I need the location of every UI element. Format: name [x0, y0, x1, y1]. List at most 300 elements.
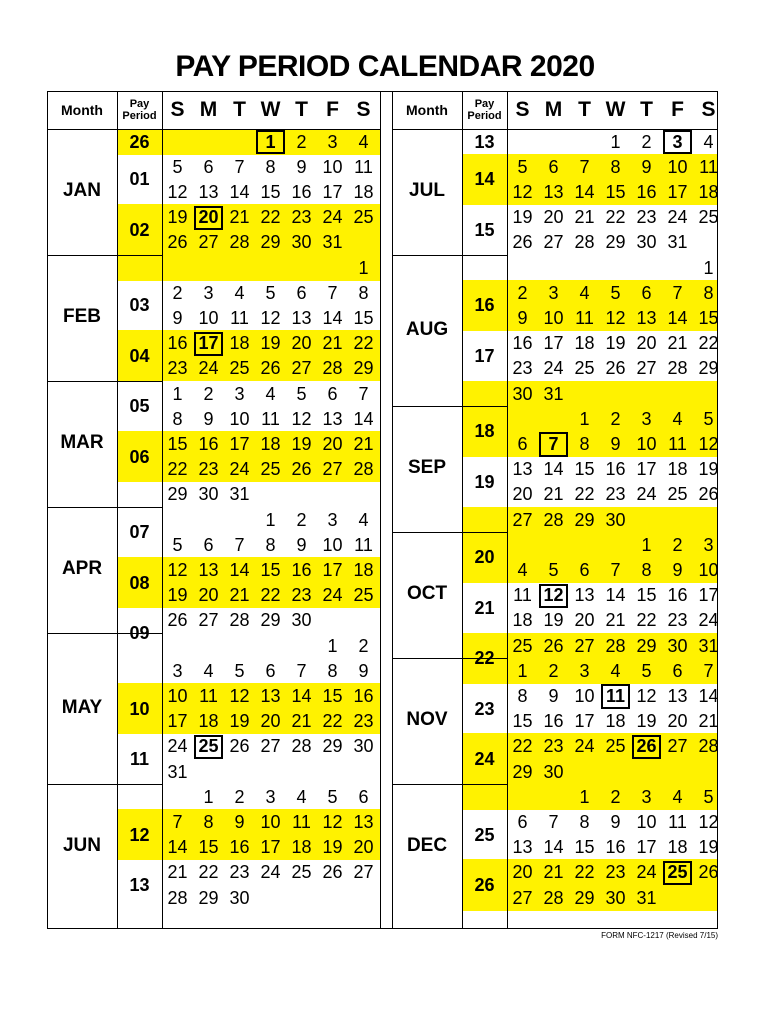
day-number: 13 [198, 181, 219, 202]
day-number: 29 [260, 610, 281, 631]
day-number: 17 [167, 711, 188, 732]
day-number: 10 [667, 156, 688, 177]
day-number: 17 [260, 837, 281, 858]
day-number: 8 [203, 811, 214, 832]
header-rule [47, 129, 380, 130]
day-number: 25 [229, 358, 250, 379]
day-number: 8 [641, 559, 652, 580]
day-number: 10 [636, 811, 657, 832]
day-number: 7 [703, 660, 714, 681]
day-number: 20 [543, 207, 564, 228]
day-number: 15 [322, 685, 343, 706]
month-label: MAR [60, 432, 104, 453]
day-number: 25 [574, 358, 595, 379]
day-number: 18 [667, 459, 688, 480]
day-number: 26 [229, 736, 250, 757]
day-number: 20 [512, 484, 533, 505]
day-number: 3 [641, 786, 652, 807]
day-number: 12 [322, 811, 343, 832]
day-number: 17 [574, 711, 595, 732]
day-number: 18 [605, 711, 626, 732]
column-rule [162, 91, 163, 929]
day-number: 14 [667, 307, 688, 328]
day-number: 21 [167, 862, 188, 883]
day-number: 27 [260, 736, 281, 757]
header-day: S [701, 98, 716, 121]
pay-period-number: 16 [474, 295, 495, 316]
day-number: 18 [198, 711, 219, 732]
day-number: 8 [703, 282, 714, 303]
header-pay-period [117, 91, 162, 129]
day-number: 30 [636, 232, 657, 253]
day-number: 28 [698, 736, 719, 757]
month-label: FEB [63, 306, 101, 327]
day-number: 16 [291, 181, 312, 202]
day-number: 8 [610, 156, 621, 177]
day-number: 15 [167, 433, 188, 454]
pay-period-number: 19 [474, 471, 495, 492]
month-label: OCT [406, 583, 448, 605]
day-number: 2 [641, 131, 652, 152]
day-number: 5 [172, 534, 183, 555]
day-number: 29 [167, 484, 188, 505]
header-day: T [295, 98, 308, 121]
header-month: Month [61, 102, 103, 118]
day-number: 17 [322, 181, 343, 202]
highlight-band [117, 255, 380, 281]
day-number: 18 [574, 333, 595, 354]
day-number: 3 [641, 408, 652, 429]
day-number: 2 [172, 282, 183, 303]
header-pay-period [462, 91, 507, 129]
day-number: 22 [260, 207, 281, 228]
header-day: M [199, 98, 218, 121]
header-day: S [515, 98, 530, 121]
day-number: 22 [636, 610, 657, 631]
day-number: 10 [229, 408, 250, 429]
calendar-half-jan-jun [47, 91, 380, 929]
day-number: 10 [322, 534, 343, 555]
header-day: S [170, 98, 185, 121]
day-number: 16 [291, 559, 312, 580]
pay-period-number: 11 [129, 749, 150, 769]
day-number: 16 [167, 333, 188, 354]
header-day: T [640, 98, 653, 121]
day-number: 24 [636, 484, 657, 505]
day-number: 4 [265, 383, 276, 404]
day-number: 23 [512, 358, 533, 379]
day-number: 16 [667, 585, 688, 606]
payday-box [194, 332, 223, 356]
day-number: 16 [543, 711, 564, 732]
day-number: 11 [261, 408, 280, 429]
day-number: 9 [234, 811, 245, 832]
pay-period-number: 18 [474, 421, 495, 442]
day-number: 17 [322, 559, 343, 580]
pay-period-number: 03 [129, 295, 150, 316]
day-number: 27 [667, 736, 688, 757]
day-number: 9 [172, 307, 183, 328]
day-number: 26 [698, 862, 719, 883]
day-number: 31 [667, 232, 688, 253]
day-number: 1 [579, 786, 590, 807]
day-number: 25 [260, 459, 281, 480]
day-number: 19 [698, 459, 719, 480]
day-number-boxed: 17 [198, 333, 219, 354]
day-number: 6 [296, 282, 307, 303]
day-number: 10 [322, 156, 343, 177]
day-number: 13 [353, 811, 374, 832]
day-number: 24 [198, 358, 219, 379]
day-number: 18 [260, 433, 281, 454]
day-number: 21 [322, 333, 343, 354]
day-number: 21 [698, 711, 719, 732]
day-number: 31 [322, 232, 343, 253]
day-number: 23 [605, 862, 626, 883]
day-number: 17 [636, 837, 657, 858]
day-number: 3 [579, 660, 590, 681]
pay-period-number: 22 [474, 648, 495, 669]
day-number: 9 [672, 559, 683, 580]
day-number: 29 [605, 232, 626, 253]
day-number: 26 [698, 484, 719, 505]
day-number: 28 [605, 635, 626, 656]
day-number: 9 [548, 685, 559, 706]
header-day: W [605, 98, 626, 121]
day-number: 18 [698, 181, 719, 202]
day-number: 26 [260, 358, 281, 379]
month-separator [47, 633, 162, 634]
day-number: 21 [229, 585, 250, 606]
day-number: 24 [322, 207, 343, 228]
day-number: 29 [574, 509, 595, 530]
day-number: 28 [291, 736, 312, 757]
day-number: 24 [322, 585, 343, 606]
day-number: 8 [265, 156, 276, 177]
day-number: 23 [543, 736, 564, 757]
day-number: 9 [203, 408, 214, 429]
pay-period-number: 24 [474, 749, 495, 769]
day-number: 1 [517, 660, 528, 681]
month-label: MAY [61, 696, 103, 718]
day-number: 29 [322, 736, 343, 757]
day-number: 3 [265, 786, 276, 807]
day-number: 14 [543, 837, 564, 858]
day-number: 11 [354, 156, 373, 177]
day-number: 27 [322, 459, 343, 480]
day-number-boxed: 1 [265, 131, 276, 152]
month-label: JAN [62, 180, 101, 201]
day-number: 30 [667, 635, 688, 656]
day-number: 11 [513, 585, 532, 606]
day-number: 10 [167, 685, 188, 706]
day-number: 23 [636, 207, 657, 228]
day-number-boxed: 3 [672, 131, 683, 152]
day-number: 21 [291, 711, 312, 732]
day-number: 26 [512, 232, 533, 253]
pay-period-number: 08 [129, 572, 150, 593]
day-number: 29 [260, 232, 281, 253]
day-number: 16 [605, 837, 626, 858]
header-day: F [671, 98, 684, 121]
day-number: 5 [327, 786, 338, 807]
header-day: S [356, 98, 371, 121]
day-number: 12 [167, 181, 188, 202]
day-number: 23 [229, 862, 250, 883]
month-separator [392, 406, 507, 407]
day-number: 4 [203, 660, 214, 681]
day-number: 10 [260, 811, 281, 832]
day-number: 16 [512, 333, 533, 354]
day-number: 15 [260, 559, 281, 580]
month-separator [47, 255, 162, 256]
day-number: 26 [167, 232, 188, 253]
month-separator [47, 507, 162, 508]
day-number: 6 [548, 156, 559, 177]
day-number: 2 [610, 786, 621, 807]
column-rule [117, 91, 118, 929]
day-number: 13 [543, 181, 564, 202]
day-number: 3 [203, 282, 214, 303]
day-number: 27 [198, 232, 219, 253]
header-month: Month [406, 102, 448, 118]
payday-box [539, 584, 568, 608]
day-number: 31 [636, 887, 657, 908]
day-number: 22 [167, 459, 188, 480]
day-number: 24 [667, 207, 688, 228]
month-separator [392, 784, 507, 785]
day-number: 10 [198, 307, 219, 328]
month-label: SEP [407, 457, 447, 479]
day-number: 10 [636, 433, 657, 454]
day-number: 6 [203, 156, 214, 177]
header-day: F [326, 98, 339, 121]
day-number: 14 [605, 585, 626, 606]
day-number: 1 [610, 131, 621, 152]
day-number: 1 [265, 509, 276, 530]
day-number: 15 [198, 837, 219, 858]
day-number: 15 [512, 711, 533, 732]
day-number: 18 [353, 559, 374, 580]
day-number: 2 [296, 509, 307, 530]
day-number-boxed: 25 [667, 862, 688, 883]
day-number: 13 [512, 837, 533, 858]
day-number: 23 [605, 484, 626, 505]
day-number: 30 [291, 232, 312, 253]
pay-period-number: 01 [129, 169, 150, 190]
column-rule [47, 91, 48, 929]
payday-box [256, 130, 285, 154]
day-number: 12 [605, 307, 626, 328]
day-number: 21 [574, 207, 595, 228]
day-number: 4 [517, 559, 528, 580]
payday-box [194, 206, 223, 230]
day-number: 4 [358, 131, 369, 152]
day-number: 8 [579, 433, 590, 454]
day-number: 6 [358, 786, 369, 807]
pay-period-number: 10 [129, 698, 150, 719]
day-number: 21 [229, 207, 250, 228]
pay-period-number: 04 [129, 345, 150, 366]
pay-period-number: 02 [129, 219, 150, 240]
day-number: 15 [260, 181, 281, 202]
day-number: 23 [291, 207, 312, 228]
day-number: 6 [203, 534, 214, 555]
pay-period-calendar [47, 91, 718, 929]
column-rule [380, 91, 381, 929]
day-number: 9 [358, 660, 369, 681]
day-number: 4 [672, 786, 683, 807]
day-number: 31 [229, 484, 250, 505]
day-number: 3 [327, 131, 338, 152]
day-number: 3 [172, 660, 183, 681]
month-separator [392, 658, 507, 659]
day-number: 2 [203, 383, 214, 404]
column-rule [392, 91, 393, 929]
day-number: 22 [260, 585, 281, 606]
day-number: 20 [667, 711, 688, 732]
day-number: 14 [698, 685, 719, 706]
day-number: 24 [574, 736, 595, 757]
day-number: 20 [198, 585, 219, 606]
day-number: 19 [512, 207, 533, 228]
day-number: 23 [167, 358, 188, 379]
day-number: 19 [605, 333, 626, 354]
day-number: 9 [610, 811, 621, 832]
day-number: 7 [234, 156, 245, 177]
day-number: 12 [260, 307, 281, 328]
day-number: 20 [636, 333, 657, 354]
day-number: 1 [172, 383, 183, 404]
day-number-boxed: 7 [548, 433, 559, 454]
day-number: 30 [512, 383, 533, 404]
day-number: 6 [265, 660, 276, 681]
day-number: 27 [512, 887, 533, 908]
day-number: 21 [667, 333, 688, 354]
day-number: 30 [353, 736, 374, 757]
day-number-boxed: 25 [198, 736, 219, 757]
day-number: 29 [574, 887, 595, 908]
day-number: 5 [517, 156, 528, 177]
pay-period-number: 07 [129, 522, 150, 543]
day-number: 19 [698, 837, 719, 858]
day-number: 2 [517, 282, 528, 303]
day-number: 22 [198, 862, 219, 883]
day-number: 19 [543, 610, 564, 631]
day-number: 27 [636, 358, 657, 379]
day-number: 25 [698, 207, 719, 228]
day-number: 18 [512, 610, 533, 631]
day-number: 6 [579, 559, 590, 580]
day-number: 5 [296, 383, 307, 404]
day-number: 2 [296, 131, 307, 152]
day-number: 13 [291, 307, 312, 328]
day-number: 25 [605, 736, 626, 757]
day-number: 15 [605, 181, 626, 202]
day-number: 21 [543, 862, 564, 883]
day-number: 17 [636, 459, 657, 480]
day-number: 21 [543, 484, 564, 505]
day-number: 5 [172, 156, 183, 177]
day-number: 24 [167, 736, 188, 757]
day-number: 13 [667, 685, 688, 706]
day-number: 13 [574, 585, 595, 606]
day-number: 14 [229, 559, 250, 580]
day-number: 18 [229, 333, 250, 354]
day-number: 3 [703, 534, 714, 555]
day-number: 28 [667, 358, 688, 379]
pay-period-number: 09 [129, 623, 150, 643]
day-number: 22 [322, 711, 343, 732]
day-number: 19 [291, 433, 312, 454]
day-number: 26 [322, 862, 343, 883]
pay-period-number: 21 [474, 597, 495, 618]
day-number: 3 [548, 282, 559, 303]
day-number: 14 [229, 181, 250, 202]
day-number: 17 [667, 181, 688, 202]
payday-box [663, 861, 692, 885]
day-number: 1 [358, 257, 369, 278]
day-number: 15 [353, 307, 374, 328]
day-number: 22 [574, 862, 595, 883]
day-number: 28 [322, 358, 343, 379]
day-number: 28 [574, 232, 595, 253]
day-number: 16 [198, 433, 219, 454]
day-number: 30 [605, 887, 626, 908]
day-number: 28 [543, 509, 564, 530]
day-number: 18 [291, 837, 312, 858]
day-number: 30 [291, 610, 312, 631]
pay-period-number: 12 [129, 824, 150, 845]
day-number: 5 [610, 282, 621, 303]
day-number: 31 [167, 761, 188, 782]
header-pay-period-line: Pay [129, 98, 150, 110]
day-number: 25 [353, 585, 374, 606]
day-number: 22 [574, 484, 595, 505]
day-number: 24 [636, 862, 657, 883]
day-number: 16 [229, 837, 250, 858]
day-number-boxed: 12 [543, 585, 564, 606]
day-number: 31 [543, 383, 564, 404]
day-number-boxed: 26 [636, 736, 657, 757]
month-label: AUG [405, 318, 449, 340]
day-number: 8 [358, 282, 369, 303]
day-number: 28 [543, 887, 564, 908]
day-number: 7 [672, 282, 683, 303]
pay-period-number: 05 [129, 396, 150, 417]
day-number: 7 [172, 811, 183, 832]
day-number: 24 [229, 459, 250, 480]
day-number: 7 [296, 660, 307, 681]
day-number: 8 [517, 685, 528, 706]
day-number: 31 [698, 635, 719, 656]
pay-period-number: 13 [474, 131, 495, 152]
day-number: 5 [265, 282, 276, 303]
day-number: 5 [234, 660, 245, 681]
day-number: 5 [548, 559, 559, 580]
day-number-boxed: 20 [198, 207, 219, 228]
day-number: 4 [296, 786, 307, 807]
day-number: 11 [292, 811, 311, 832]
payday-box [632, 735, 661, 759]
day-number: 11 [230, 307, 249, 328]
day-number: 12 [512, 181, 533, 202]
month-label: JUL [409, 180, 445, 201]
pay-period-number: 20 [474, 547, 495, 568]
month-separator [392, 532, 507, 533]
payday-box [663, 130, 692, 154]
day-number: 16 [605, 459, 626, 480]
